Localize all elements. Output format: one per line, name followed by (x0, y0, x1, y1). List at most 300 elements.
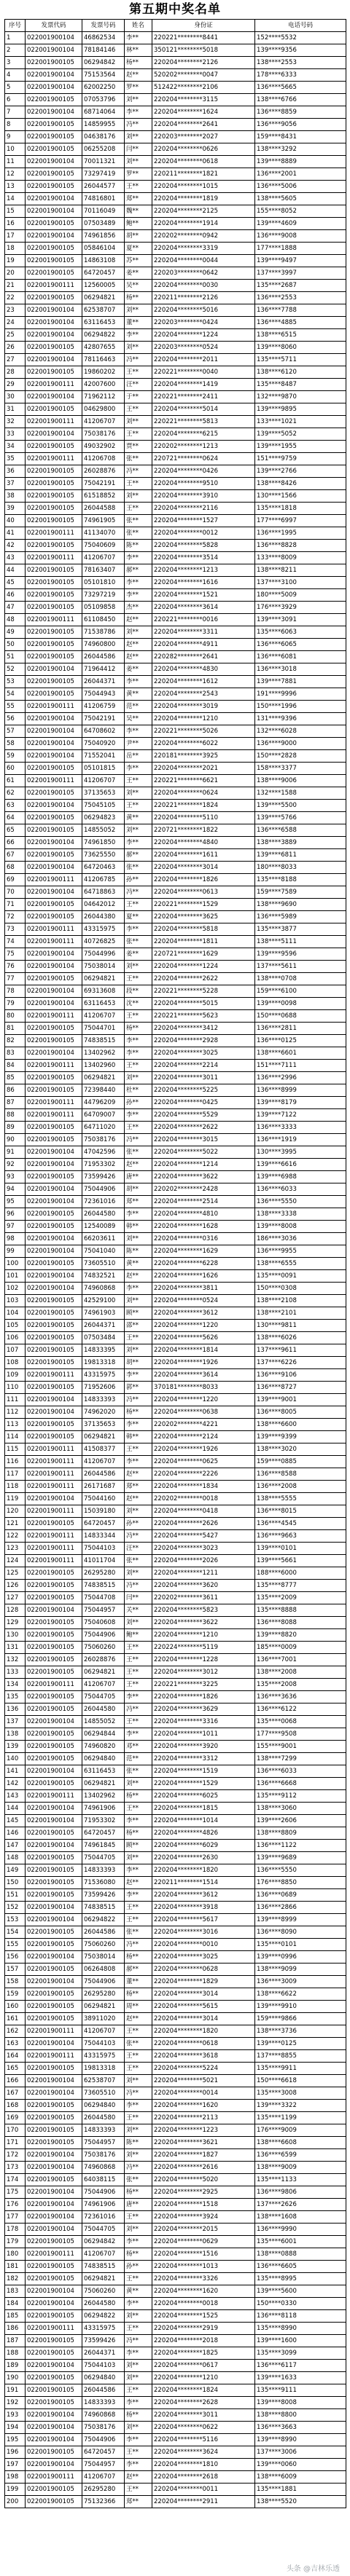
cell-id-card: 220204********1519 (152, 1765, 255, 1778)
cell-invoice-code: 022001900104 (26, 329, 82, 342)
cell-index: 61 (5, 775, 26, 787)
cell-phone: 138****6120 (255, 366, 346, 379)
cell-name: 王** (125, 1060, 152, 1072)
cell-phone: 159****6100 (255, 985, 346, 998)
cell-id-card: 220204********2226 (152, 1468, 255, 1481)
cell-invoice-number: 26295280 (82, 1988, 125, 2001)
cell-id-card: 220204********1620 (152, 2285, 255, 2298)
cell-index: 21 (5, 280, 26, 292)
cell-invoice-number: 74961856 (82, 230, 125, 243)
cell-invoice-number: 74838515 (82, 1580, 125, 1592)
cell-name: 李** (125, 577, 152, 589)
cell-invoice-number: 26044380 (82, 911, 125, 923)
cell-id-card: 220204********2622 (152, 973, 255, 985)
cell-id-card: 220204********1620 (152, 2100, 255, 2112)
cell-phone: 138****3338 (255, 1208, 346, 1221)
table-row (5, 849, 346, 862)
table-row (5, 1419, 346, 1431)
cell-index: 93 (5, 1171, 26, 1183)
cell-id-card: 220204********3115 (152, 94, 255, 106)
cell-index: 46 (5, 589, 26, 602)
table-row (5, 1765, 346, 1778)
cell-phone: 135****9911 (255, 2063, 346, 2075)
cell-phone: 136****5550 (255, 1864, 346, 1877)
cell-name: 刘** (125, 1617, 152, 1629)
table-row (5, 2496, 346, 2508)
cell-invoice-code: 022001900105 (26, 1357, 82, 1369)
cell-invoice-code: 022001900105 (26, 2001, 82, 2013)
header-invoice-code: 发票代码 (26, 20, 82, 32)
cell-invoice-code: 022001900105 (26, 1518, 82, 1530)
cell-name: 李** (125, 2434, 152, 2446)
table-row (5, 1122, 346, 1134)
cell-id-card: 220204********1825 (152, 2347, 255, 2360)
cell-name: 王** (125, 2112, 152, 2124)
cell-invoice-code: 022001900105 (26, 1122, 82, 1134)
cell-phone: 138****1608 (255, 2211, 346, 2224)
cell-phone: 139****8999 (255, 1914, 346, 1926)
cell-invoice-number: 75044705 (82, 2224, 125, 2236)
cell-id-card: 220204********2641 (152, 119, 255, 131)
cell-phone: 155****8052 (255, 205, 346, 218)
cell-invoice-number: 70011321 (82, 156, 125, 168)
cell-invoice-code: 022001900105 (26, 478, 82, 490)
cell-index: 143 (5, 1790, 26, 1803)
cell-invoice-number: 75044906 (82, 2434, 125, 2446)
table-row (5, 1703, 346, 1716)
cell-id-card: 220204********3316 (152, 1716, 255, 1728)
cell-name: 罗** (125, 82, 152, 94)
cell-id-card: 220204********2116 (152, 503, 255, 515)
cell-name: 冯** (125, 1939, 152, 1951)
table-row (5, 2323, 346, 2335)
cell-invoice-code: 022001900104 (26, 1604, 82, 1617)
cell-name: 冯** (125, 1394, 152, 1406)
cell-phone: 136****6081 (255, 651, 346, 663)
cell-invoice-code: 022001900105 (26, 1035, 82, 1047)
cell-id-card: 220204********1820 (152, 1864, 255, 1877)
cell-invoice-number: 14833393 (82, 2124, 125, 2137)
cell-id-card: 220204********0316 (152, 1233, 255, 1245)
cell-name: 邵** (125, 1320, 152, 1332)
cell-index: 88 (5, 1109, 26, 1122)
cell-phone: 138****6601 (255, 1047, 346, 1060)
table-row (5, 2459, 346, 2471)
cell-id-card: 220204********3011 (152, 1072, 255, 1084)
cell-invoice-code: 022001900105 (26, 1629, 82, 1642)
cell-invoice-number: 26044586 (82, 1926, 125, 1939)
cell-phone: 159****0885 (255, 1456, 346, 1468)
cell-invoice-number: 06294822 (82, 329, 125, 342)
cell-index: 86 (5, 1084, 26, 1097)
cell-phone: 138****3060 (255, 1803, 346, 1815)
cell-invoice-number: 63116453 (82, 317, 125, 329)
cell-name: 唐** (125, 1171, 152, 1183)
cell-index: 125 (5, 1567, 26, 1580)
table-row (5, 2384, 346, 2397)
cell-phone: 176****9009 (255, 2124, 346, 2137)
table-row (5, 787, 346, 800)
cell-invoice-number: 74960868 (82, 1283, 125, 1295)
cell-invoice-number: 75044906 (82, 1183, 125, 1196)
table-row (5, 403, 346, 416)
cell-phone: 136****9008 (255, 230, 346, 243)
cell-id-card: 220204********1826 (152, 1691, 255, 1703)
cell-id-card: 220204********2630 (152, 1852, 255, 1864)
cell-index: 16 (5, 218, 26, 230)
cell-id-card: 220204********0012 (152, 527, 255, 540)
cell-name: 黄** (125, 2285, 152, 2298)
cell-name: 李** (125, 1035, 152, 1047)
cell-id-card: 220204********0618 (152, 2038, 255, 2050)
cell-index: 155 (5, 1939, 26, 1951)
cell-index: 47 (5, 602, 26, 614)
table-row (5, 1629, 346, 1642)
cell-invoice-number: 74816801 (82, 193, 125, 205)
table-row (5, 1047, 346, 1060)
cell-phone: 136****1122 (255, 1840, 346, 1852)
cell-invoice-code: 022001900104 (26, 391, 82, 403)
cell-invoice-number: 42007600 (82, 379, 125, 391)
table-row (5, 701, 346, 713)
cell-phone: 178****6333 (255, 69, 346, 82)
cell-invoice-number: 19813318 (82, 2063, 125, 2075)
table-row (5, 527, 346, 540)
cell-invoice-number: 74960800 (82, 639, 125, 651)
table-row (5, 1270, 346, 1283)
cell-phone: 137****6226 (255, 1357, 346, 1369)
cell-id-card: 220204********1518 (152, 2199, 255, 2211)
cell-phone: 135****6063 (255, 626, 346, 639)
cell-invoice-code: 022001900105 (26, 589, 82, 602)
cell-invoice-number: 14833395 (82, 1344, 125, 1357)
cell-id-card: 220204********2124 (152, 1431, 255, 1443)
cell-id-card: 220204********4830 (152, 663, 255, 676)
cell-invoice-code: 022001900104 (26, 1270, 82, 1283)
cell-invoice-code: 022001900104 (26, 1406, 82, 1419)
cell-name: 赵** (125, 1270, 152, 1283)
cell-name: 冯** (125, 2087, 152, 2100)
cell-invoice-number: 73625550 (82, 849, 125, 862)
cell-invoice-code: 022001900105 (26, 1753, 82, 1765)
cell-id-card: 220204********3924 (152, 2211, 255, 2224)
cell-id-card: 220204********4826 (152, 1827, 255, 1840)
cell-phone: 138****7299 (255, 1753, 346, 1765)
cell-id-card: 220204********0617 (152, 2360, 255, 2372)
cell-name: 姜** (125, 663, 152, 676)
cell-invoice-number: 38911020 (82, 2013, 125, 2025)
cell-invoice-code: 022001900104 (26, 1902, 82, 1914)
cell-invoice-code: 022001900105 (26, 168, 82, 181)
cell-index: 187 (5, 2335, 26, 2347)
cell-index: 105 (5, 1320, 26, 1332)
cell-name: 于** (125, 391, 152, 403)
cell-id-card: 220203********0642 (152, 267, 255, 280)
table-row (5, 1221, 346, 1233)
cell-invoice-code: 022001900104 (26, 1047, 82, 1060)
cell-index: 107 (5, 1344, 26, 1357)
table-row (5, 564, 346, 577)
cell-name: 李** (125, 1109, 152, 1122)
cell-id-card: 220204********3016 (152, 1926, 255, 1939)
cell-invoice-number: 64720457 (82, 1518, 125, 1530)
cell-invoice-code: 022001900104 (26, 1196, 82, 1208)
table-row (5, 391, 346, 403)
table-row (5, 131, 346, 143)
table-row (5, 874, 346, 886)
table-row (5, 1654, 346, 1666)
cell-phone: 139****5600 (255, 2285, 346, 2298)
cell-name: 王** (125, 2273, 152, 2285)
cell-index: 103 (5, 1295, 26, 1307)
table-row (5, 1493, 346, 1505)
cell-name: 胡** (125, 1183, 152, 1196)
cell-invoice-code: 022001900105 (26, 292, 82, 304)
cell-index: 70 (5, 886, 26, 899)
cell-invoice-code: 022001900111 (26, 1790, 82, 1803)
table-row (5, 936, 346, 948)
cell-name: 李** (125, 763, 152, 775)
cell-phone: 138****9099 (255, 1963, 346, 1976)
cell-phone: 139****1955 (255, 441, 346, 453)
cell-phone: 138****5520 (255, 2496, 346, 2508)
cell-name: 李** (125, 725, 152, 738)
cell-invoice-code: 022001900104 (26, 1233, 82, 1245)
cell-name: 李** (125, 2459, 152, 2471)
cell-name: 李** (125, 1369, 152, 1382)
cell-invoice-code: 022001900104 (26, 428, 82, 441)
cell-index: 69 (5, 874, 26, 886)
cell-phone: 138****6608 (255, 2137, 346, 2149)
table-row (5, 923, 346, 936)
cell-id-card: 220204********1419 (152, 379, 255, 391)
table-row (5, 1208, 346, 1221)
cell-name: 孙** (125, 1518, 152, 1530)
cell-name: 汪** (125, 1543, 152, 1555)
table-row (5, 1642, 346, 1654)
cell-phone: 136****2866 (255, 1902, 346, 1914)
cell-invoice-code: 022001900111 (26, 1468, 82, 1481)
table-row (5, 465, 346, 478)
cell-index: 51 (5, 651, 26, 663)
cell-id-card: 220204********5615 (152, 2001, 255, 2013)
cell-name: 杨** (125, 1827, 152, 1840)
cell-name: 赵** (125, 614, 152, 626)
cell-index: 185 (5, 2310, 26, 2323)
cell-index: 165 (5, 2063, 26, 2075)
cell-invoice-code: 022001900105 (26, 441, 82, 453)
table-row (5, 2248, 346, 2261)
cell-index: 2 (5, 44, 26, 57)
cell-id-card: 220204********5015 (152, 998, 255, 1010)
cell-invoice-number: 06294840 (82, 2100, 125, 2112)
cell-invoice-number: 41206707 (82, 775, 125, 787)
cell-index: 32 (5, 416, 26, 428)
cell-id-card: 220204********1014 (152, 1815, 255, 1827)
table-row (5, 1072, 346, 1084)
cell-invoice-code: 022001900105 (26, 577, 82, 589)
cell-id-card: 220204********5021 (152, 2075, 255, 2087)
cell-phone: 139****0996 (255, 1951, 346, 1963)
cell-name: 吴** (125, 713, 152, 725)
cell-invoice-code: 022001900105 (26, 1852, 82, 1864)
table-row (5, 1988, 346, 2001)
cell-index: 54 (5, 688, 26, 701)
cell-id-card: 220204********3920 (152, 1741, 255, 1753)
cell-phone: 139****3322 (255, 2100, 346, 2112)
cell-index: 31 (5, 403, 26, 416)
cell-name: 刘** (125, 824, 152, 837)
cell-phone: 136****8859 (255, 106, 346, 119)
cell-invoice-number: 75040608 (82, 1617, 125, 1629)
cell-id-card: 220204********3620 (152, 1580, 255, 1592)
table-row (5, 1679, 346, 1691)
table-row (5, 837, 346, 849)
cell-index: 72 (5, 911, 26, 923)
cell-id-card: 220204********3622 (152, 1617, 255, 1629)
table-row (5, 1691, 346, 1703)
table-row (5, 1926, 346, 1939)
cell-phone: 132****6028 (255, 725, 346, 738)
cell-invoice-code: 022001900105 (26, 626, 82, 639)
cell-invoice-code: 022001900104 (26, 2434, 82, 2446)
cell-name: 张** (125, 862, 152, 874)
cell-id-card: 220204********3918 (152, 1902, 255, 1914)
cell-invoice-code: 022001900105 (26, 94, 82, 106)
table-row (5, 1431, 346, 1443)
cell-invoice-code: 022001900105 (26, 1654, 82, 1666)
cell-invoice-number: 26044586 (82, 2384, 125, 2397)
cell-name: 冯** (125, 1703, 152, 1716)
cell-id-card: 220221********5026 (152, 725, 255, 738)
cell-index: 99 (5, 1245, 26, 1258)
cell-phone: 133****1021 (255, 416, 346, 428)
cell-name: 王** (125, 1914, 152, 1926)
cell-index: 3 (5, 57, 26, 69)
cell-invoice-code: 022001900105 (26, 1864, 82, 1877)
table-row (5, 2087, 346, 2100)
cell-name: 吴** (125, 280, 152, 292)
cell-name: 刘** (125, 2310, 152, 2323)
cell-name: 郑** (125, 193, 152, 205)
cell-index: 114 (5, 1431, 26, 1443)
cell-invoice-number: 64718863 (82, 886, 125, 899)
cell-invoice-number: 07503484 (82, 1332, 125, 1344)
cell-invoice-number: 15039180 (82, 1505, 125, 1518)
table-row (5, 1023, 346, 1035)
cell-invoice-number: 06294821 (82, 292, 125, 304)
cell-name: 王** (125, 1332, 152, 1344)
cell-name: 王** (125, 1679, 152, 1691)
cell-id-card: 220204********1914 (152, 218, 255, 230)
cell-index: 152 (5, 1902, 26, 1914)
table-row (5, 32, 346, 44)
cell-name: 杨** (125, 57, 152, 69)
cell-invoice-number: 70116049 (82, 205, 125, 218)
cell-name: 韩** (125, 1431, 152, 1443)
cell-invoice-code: 022001900104 (26, 2224, 82, 2236)
cell-name: 王** (125, 1666, 152, 1679)
cell-invoice-number: 06294842 (82, 2236, 125, 2248)
cell-name: 王** (125, 899, 152, 911)
cell-name: 孙** (125, 1097, 152, 1109)
cell-name: 刘** (125, 416, 152, 428)
cell-invoice-number: 26044586 (82, 651, 125, 663)
cell-id-card: 220204********2113 (152, 2112, 255, 2124)
cell-name: 王** (125, 181, 152, 193)
cell-phone: 136****8588 (255, 1468, 346, 1481)
cell-id-card: 220203********2027 (152, 131, 255, 143)
cell-name: 李** (125, 1283, 152, 1295)
cell-invoice-code: 022001900105 (26, 243, 82, 255)
cell-phone: 130****1566 (255, 490, 346, 503)
cell-id-card: 220202********0018 (152, 1493, 255, 1505)
cell-invoice-number: 75060260 (82, 1642, 125, 1654)
cell-invoice-number: 05846104 (82, 243, 125, 255)
cell-phone: 139****8990 (255, 2434, 346, 2446)
cell-invoice-number: 73297219 (82, 589, 125, 602)
cell-phone: 185****0009 (255, 1642, 346, 1654)
cell-name: 王** (125, 1803, 152, 1815)
cell-id-card: 220204********1628 (152, 1221, 255, 1233)
cell-invoice-number: 75038014 (82, 961, 125, 973)
cell-id-card: 220204********1516 (152, 2248, 255, 2261)
cell-id-card: 220204********3624 (152, 2446, 255, 2459)
cell-index: 15 (5, 205, 26, 218)
cell-index: 98 (5, 1233, 26, 1245)
cell-invoice-number: 74832521 (82, 1270, 125, 1283)
cell-invoice-number: 75044705 (82, 1691, 125, 1703)
table-row (5, 750, 346, 763)
cell-invoice-code: 022001900104 (26, 230, 82, 243)
cell-index: 181 (5, 2261, 26, 2273)
cell-index: 175 (5, 2186, 26, 2199)
cell-phone: 136****9056 (255, 119, 346, 131)
cell-phone: 136****3333 (255, 1122, 346, 1134)
cell-invoice-number: 13402962 (82, 1047, 125, 1060)
table-row (5, 1295, 346, 1307)
cell-index: 89 (5, 1122, 26, 1134)
cell-name: 郝** (125, 564, 152, 577)
cell-invoice-number: 75060260 (82, 1939, 125, 1951)
cell-index: 73 (5, 923, 26, 936)
cell-invoice-code: 022001900105 (26, 1295, 82, 1307)
cell-index: 197 (5, 2459, 26, 2471)
table-row (5, 1741, 346, 1753)
table-row (5, 2100, 346, 2112)
cell-index: 62 (5, 787, 26, 800)
table-row (5, 688, 346, 701)
table-row (5, 1902, 346, 1914)
cell-invoice-code: 022001900105 (26, 1307, 82, 1320)
cell-name: 唐** (125, 2199, 152, 2211)
cell-invoice-code: 022001900105 (26, 688, 82, 701)
cell-id-card: 220204********3614 (152, 602, 255, 614)
cell-name: 姜** (125, 948, 152, 961)
cell-id-card: 220204********5823 (152, 1604, 255, 1617)
cell-index: 137 (5, 1716, 26, 1728)
table-row (5, 1109, 346, 1122)
cell-invoice-code: 022001900104 (26, 156, 82, 168)
cell-invoice-code: 022001900105 (26, 403, 82, 416)
cell-id-card: 220204********1612 (152, 676, 255, 688)
cell-invoice-number: 26044580 (82, 2112, 125, 2124)
cell-index: 134 (5, 1679, 26, 1691)
cell-name: 赵** (125, 1468, 152, 1481)
table-row (5, 2001, 346, 2013)
cell-invoice-number: 14833393 (82, 1394, 125, 1406)
cell-id-card: 220204********5016 (152, 304, 255, 317)
